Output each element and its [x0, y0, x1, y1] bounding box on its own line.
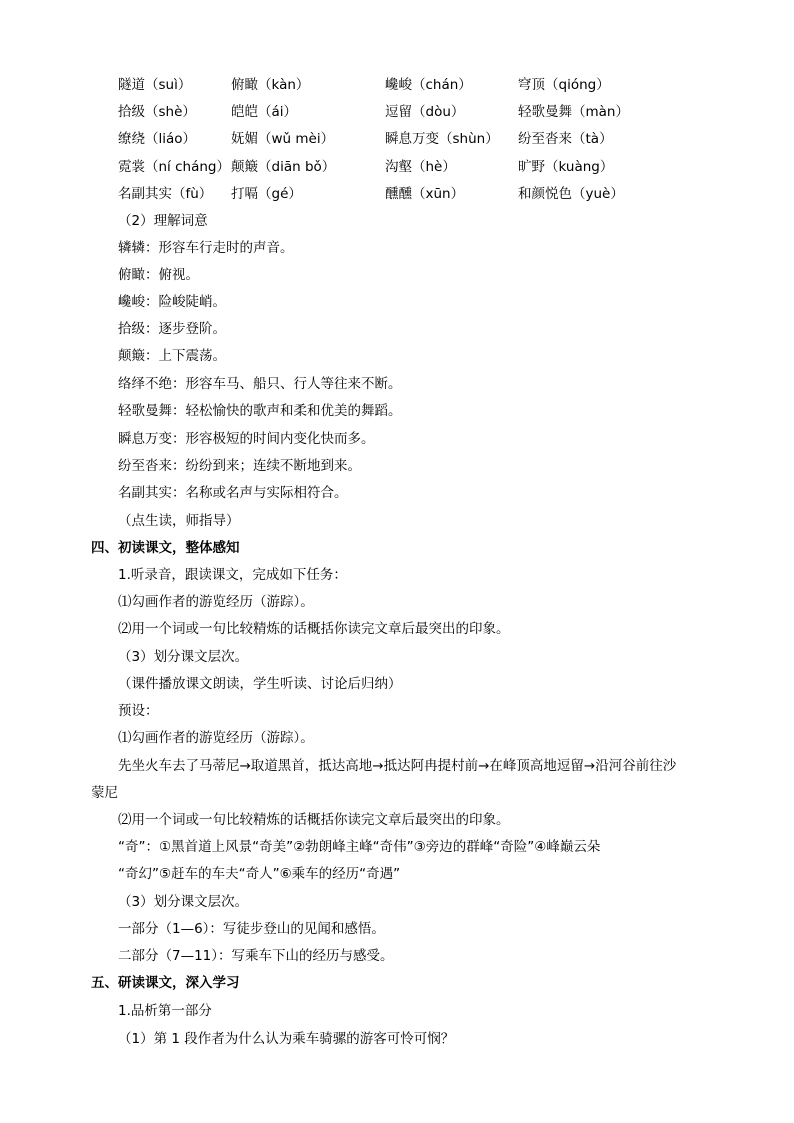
teacher-note: （点生读，师指导） — [118, 513, 240, 529]
vocabulary-entry: 轻歌曼舞（màn） — [518, 104, 629, 120]
vocabulary-entry: 沟壑（hè） — [385, 159, 456, 175]
definition-line: 辚辚：形容车行走时的声音。 — [118, 240, 294, 256]
subsection-heading: 1.品析第一部分 — [118, 1003, 212, 1019]
vocabulary-entry: 俯瞰（kàn） — [231, 77, 310, 93]
vocabulary-entry: 旷野（kuàng） — [518, 159, 614, 175]
vocabulary-entry: 和颜悦色（yuè） — [518, 186, 624, 202]
answer-text: “奇”：①黑首道上风景“奇美”②勃朗峰主峰“奇伟”③旁边的群峰“奇险”④峰巅云朵 — [118, 839, 601, 855]
answer-text: “奇幻”⑤赶车的车夫“奇人”⑥乘车的经历“奇遇” — [118, 866, 401, 882]
definition-line: 瞬息万变：形容极短的时间内变化快而多。 — [118, 431, 375, 447]
definition-line: 颠簸：上下震荡。 — [118, 348, 226, 364]
definition-line: 络绎不绝：形容车马、船只、行人等往来不断。 — [118, 376, 402, 392]
answer-text: 二部分（7—11）：写乘车下山的经历与感受。 — [118, 948, 394, 964]
vocabulary-entry: 纷至沓来（tà） — [518, 131, 613, 147]
vocabulary-entry: 瞬息万变（shùn） — [385, 131, 499, 147]
preset-label: 预设： — [118, 703, 159, 719]
section-heading-4: 四、初读课文，整体感知 — [91, 540, 240, 556]
answer-heading: ⑴勾画作者的游览经历（游踪）。 — [118, 730, 314, 746]
vocabulary-row — [0, 185, 794, 203]
vocabulary-row — [0, 158, 794, 176]
vocabulary-entry: 拾级（shè） — [118, 104, 196, 120]
question-text: （1）第 1 段作者为什么认为乘车骑骡的游客可怜可悯？ — [118, 1031, 455, 1047]
vocabulary-entry: 逗留（dòu） — [385, 104, 465, 120]
answer-heading: （3）划分课文层次。 — [118, 894, 249, 910]
vocabulary-row — [0, 76, 794, 94]
definition-line: 名副其实：名称或名声与实际相符合。 — [118, 485, 348, 501]
vocabulary-entry: 打嗝（gé） — [231, 186, 302, 202]
task-item: ⑴勾画作者的游览经历（游踪）。 — [118, 594, 314, 610]
vocabulary-entry: 妩媚（wǔ mèi） — [231, 131, 335, 147]
vocabulary-entry: 皑皑（ái） — [231, 104, 298, 120]
task-intro: 1.听录音，跟读课文，完成如下任务： — [118, 567, 347, 583]
vocabulary-entry: 醺醺（xūn） — [385, 186, 465, 202]
definition-line: 轻歌曼舞：轻松愉快的歌声和柔和优美的舞蹈。 — [118, 403, 402, 419]
vocabulary-entry: 隧道（suì） — [118, 77, 192, 93]
vocabulary-entry: 巉峻（chán） — [385, 77, 472, 93]
answer-text: 一部分（1—6）：写徒步登山的见闻和感悟。 — [118, 921, 385, 937]
answer-heading: ⑵用一个词或一句比较精炼的话概括你读完文章后最突出的印象。 — [118, 812, 510, 828]
vocabulary-entry: 名副其实（fù） — [118, 186, 213, 202]
section-heading-5: 五、研读课文，深入学习 — [91, 975, 240, 991]
section-subheading: （2）理解词意 — [118, 213, 208, 229]
answer-text: 蒙尼 — [91, 785, 118, 801]
vocabulary-row — [0, 130, 794, 148]
vocabulary-entry: 霓裳（ní cháng） — [118, 159, 230, 175]
definition-line: 俯瞰：俯视。 — [118, 267, 199, 283]
task-item: （3）划分课文层次。 — [118, 649, 249, 665]
definition-line: 拾级：逐步登阶。 — [118, 321, 226, 337]
teacher-note: （课件播放课文朗读，学生听读、讨论后归纳） — [118, 676, 402, 692]
vocabulary-entry: 穹顶（qióng） — [518, 77, 610, 93]
definition-line: 巉峻：险峻陡峭。 — [118, 294, 226, 310]
answer-text: 先坐火车去了马蒂尼→取道黑首，抵达高地→抵达阿冉提村前→在峰顶高地逗留→沿河谷前往沙 — [118, 758, 677, 774]
vocabulary-row — [0, 103, 794, 121]
vocabulary-entry: 缭绕（liáo） — [118, 131, 197, 147]
vocabulary-entry: 颠簸（diān bǒ） — [231, 159, 336, 175]
definition-line: 纷至沓来：纷纷到来；连续不断地到来。 — [118, 458, 361, 474]
task-item: ⑵用一个词或一句比较精炼的话概括你读完文章后最突出的印象。 — [118, 621, 510, 637]
